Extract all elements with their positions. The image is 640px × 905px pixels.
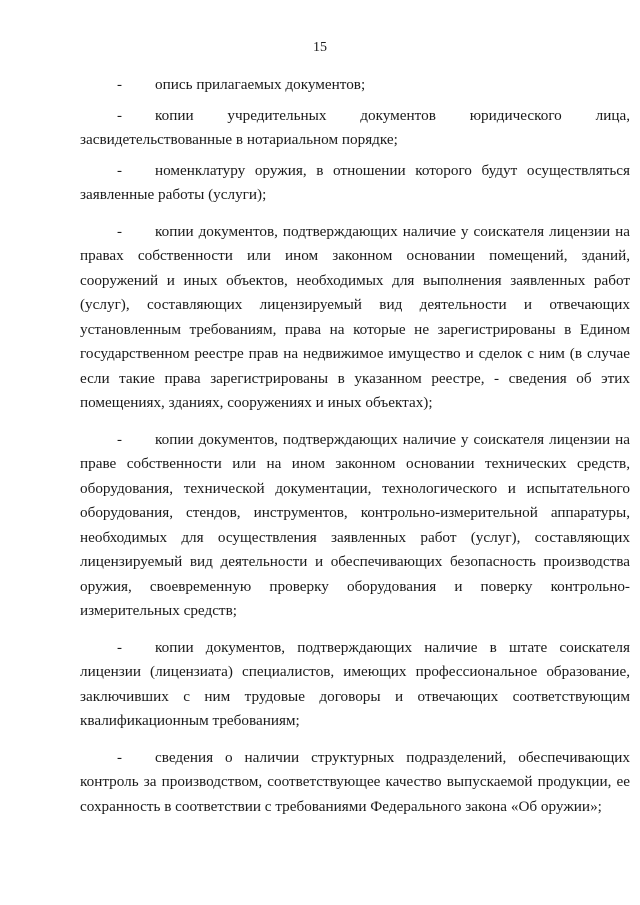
page-number: 15 (313, 40, 327, 55)
list-item-dash: - (117, 162, 122, 179)
list-item (80, 746, 630, 820)
document-body (80, 73, 630, 825)
list-item-text: копии документов, подтверждающих наличие у соискателя лицензии на праве собственности или на ином законном основании технических средств, оборудования, технической документации, технологического и испытательного оборудования, стендов, инструментов, контрольно-измерительной аппаратуры, необходимых для осуществления заявленных работ (услуг), составляющих лицензируемый вид деятельности и обеспечивающих безопасность производства оружия, своевременную проверку оборудования и поверку контрольно-измерительных средств; (80, 430, 630, 619)
list-item-dash: - (117, 77, 122, 93)
list-item-dash: - (117, 749, 122, 766)
list-item (80, 636, 630, 734)
list-item (80, 159, 630, 208)
list-item (80, 73, 630, 98)
list-item-text: копии документов, подтверждающих наличие у соискателя лицензии на правах собственности или ином законном основании помещений, зданий, сооружений и иных объектов, необходимых для выполнения заявленных работ (услуг), составляющих лицензируемый вид деятельности и отвечающих установленным требованиям, права на которые не зарегистрированы в Едином государственном реестре прав на недвижимое имущество и сделок с ним (в случае если такие права зарегистрированы в указанном реестре, - сведения об этих помещениях, зданиях, сооружениях и иных объектах); (80, 222, 630, 411)
list-item (80, 220, 630, 416)
list-item-dash: - (117, 223, 122, 240)
list-item (80, 104, 630, 153)
list-item-text: копии учредительных документов юридического лица, засвидетельствованные в нотариальном порядке; (80, 106, 630, 148)
list-item-dash: - (117, 639, 122, 656)
list-item-text: номенклатуру оружия, в отношении которого будут осуществляться заявленные работы (услуги); (80, 161, 630, 203)
list-item-dash: - (117, 431, 122, 448)
list-item-text: сведения о наличии структурных подразделений, обеспечивающих контроль за производством, соответствующее качество выпускаемой продукции, ее сохранность в соответствии с требованиями Федерального закона «Об оружии»; (80, 748, 630, 815)
list-item-dash: - (117, 107, 122, 124)
list-item-text: опись прилагаемых документов; (155, 76, 366, 93)
list-item-text: копии документов, подтверждающих наличие в штате соискателя лицензии (лицензиата) специалистов, имеющих профессиональное образование, заключивших с ним трудовые договоры и отвечающих соответствующим квалификационным требованиям; (80, 638, 630, 729)
list-item (80, 428, 630, 624)
